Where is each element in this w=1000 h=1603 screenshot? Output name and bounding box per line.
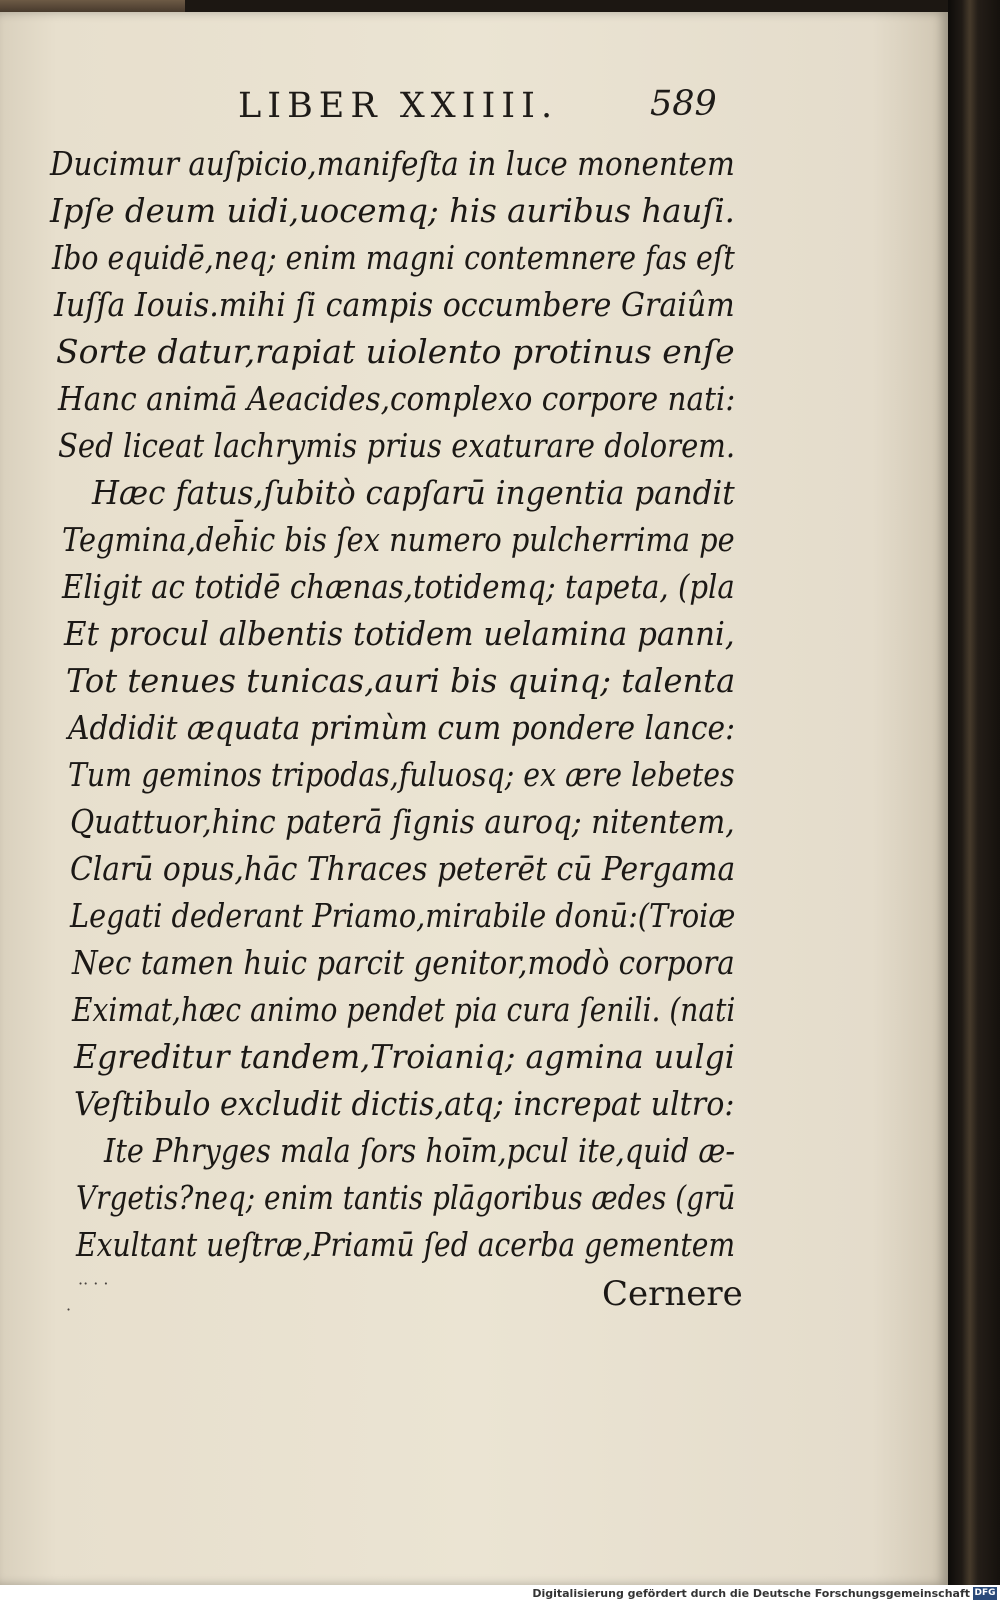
verse-line: Vrgetis?neq; enim tantis plāgoribus ædes (grū [76,1178,736,1217]
verse-line: Ducimur auſpicio,manifeſta in luce monentem [50,144,735,183]
verse-line: Et procul albentis totidem uelamina panni, [64,614,735,653]
footer-credit: Digitalisierung gefördert durch die Deutsche Forschungsgemeinschaft [532,1587,970,1600]
verse-line: Eximat,hæc animo pendet pia cura ſenili. (nati [72,990,736,1029]
paper-page [0,12,948,1585]
verse-line: Tegmina,deh̄ic bis ſex numero pulcherrima pe [62,520,735,559]
verse-line: Egreditur tandem,Troianiq; agmina uulgi [74,1037,735,1076]
footer-bar [0,1585,1000,1603]
verse-line: Ipſe deum uidi,uocemq; his auribus hauſi. [50,191,735,230]
verse-line: Sorte datur,rapiat uiolento protinus enſe [56,332,735,371]
verse-line: Addidit æquata primùm cum pondere lance: [68,708,736,747]
verse-line: Legati dederant Priamo,mirabile donū:(Troiæ [70,896,736,935]
ink-speck: · [66,1300,72,1319]
verse-line: Exultant ueſtræ,Priamū ſed acerba gementem [76,1225,736,1264]
running-title: LIBER XXIIII. [238,86,559,126]
book-spine-shadow [948,0,1000,1585]
verse-line: Sed liceat lachrymis prius exaturare dolorem. [58,426,736,465]
verse-line: Tum geminos tripodas,fuluosq; ex ære lebetes [68,755,735,794]
verse-line: Ibo equidē,neq; enim magni contemnere fas eſt [52,238,735,277]
verse-line: Hanc animā Aeacides,complexo corpore nati: [58,379,736,418]
verse-line: Clarū opus,hāc Thraces peterēt cū Pergama [70,849,736,888]
verse-line: Hæc fatus,ſubitò capſarū ingentia pandit [92,473,735,512]
running-head [0,80,948,130]
verse-line: Ite Phryges mala ſors hoīm,pcul ite,quid æ- [104,1131,736,1170]
verse-line: Iuſſa Iouis.mihi ſi campis occumbere Graiûm [54,285,735,324]
verse-line: Eligit ac totidē chænas,totidemq; tapeta, (pla [62,567,735,606]
catchword: Cernere [602,1274,743,1314]
page-number: 589 [650,84,717,124]
verse-line: Tot tenues tunicas,auri bis quinq; talenta [66,661,736,700]
verse-line: Veſtibulo excludit dictis,atq; increpat ultro: [74,1084,735,1123]
ink-speck: ·· · · [78,1274,109,1293]
verse-line: Quattuor,hinc paterā ſignis auroq; nitentem, [70,802,735,841]
verse-line: Nec tamen huic parcit genitor,modò corpora [72,943,735,982]
dfg-logo: DFG [974,1588,996,1598]
